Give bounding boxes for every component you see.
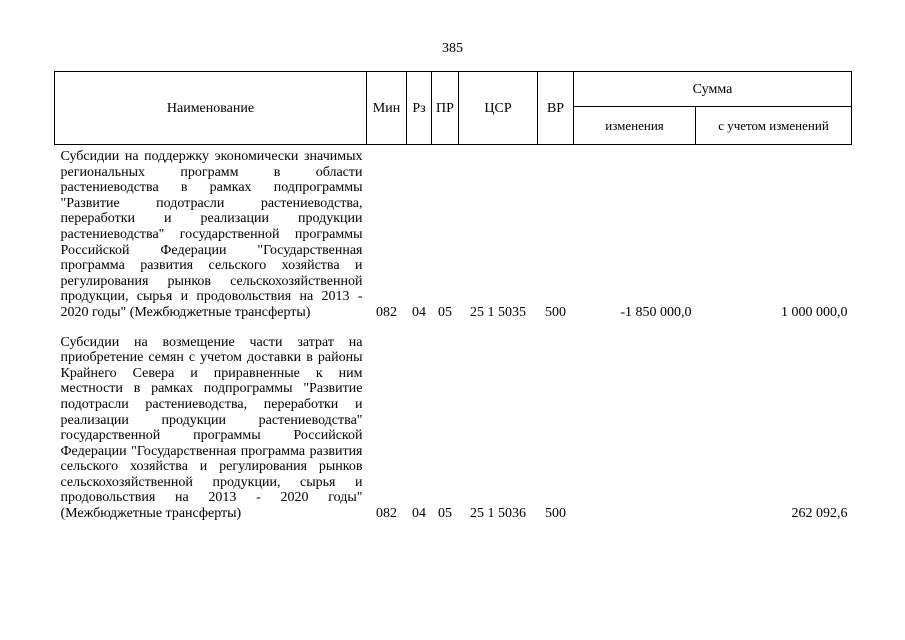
row-with-changes: 1 000 000,0 — [781, 304, 848, 320]
row-vr: 500 — [545, 304, 566, 320]
row-rz: 04 — [412, 304, 426, 320]
header-summa: Сумма — [574, 72, 852, 107]
header-csr: ЦСР — [459, 72, 538, 145]
header-vr: ВР — [538, 72, 574, 145]
row-changes — [574, 335, 696, 522]
row-csr: 25 1 5035 — [470, 304, 526, 320]
row-csr: 25 1 5036 — [470, 506, 526, 522]
row-rz: 04 — [412, 506, 426, 522]
row-min: 082 — [376, 506, 397, 522]
row-name: Субсидии на возмещение части затрат на приобретение семян с учетом доставки в районы Крайнего Севера и приравненные к ним местности в рамках подпрограммы "Развитие подотрасли растениеводства, переработки и реализации продукции растениеводства" государственной программы Российской Федерации "Государственная программа развития сельского хозяйства и регулирования рынков сельскохозяйственной продукции, сырья и продовольствия на 2013 - 2020 годы" (Межбюджетные трансферты) — [60, 334, 363, 522]
header-min: Мин — [367, 72, 407, 145]
page-number: 385 — [442, 41, 463, 56]
header-name: Наименование — [55, 72, 367, 145]
row-pr: 05 — [438, 304, 452, 320]
header-changes: изменения — [574, 107, 696, 145]
row-with-changes: 262 092,6 — [791, 506, 848, 522]
row-changes: -1 850 000,0 — [620, 304, 692, 320]
row-vr: 500 — [545, 506, 566, 522]
table-row — [55, 335, 852, 522]
row-pr: 05 — [438, 506, 452, 522]
header-pr: ПР — [432, 72, 459, 145]
row-name: Субсидии на поддержку экономически значимых региональных программ в области растениеводства в рамках подпрограммы "Развитие подотрасли растениеводства, переработки и реализации продукции растениеводства" государственной программы Российской Федерации "Государственная программа развития сельского хозяйства и регулирования рынков сельскохозяйственной продукции, сырья и продовольствия на 2013 - 2020 годы" (Межбюджетные трансферты) — [60, 149, 363, 320]
row-min: 082 — [376, 304, 397, 320]
header-with-changes: с учетом изменений — [696, 107, 852, 145]
budget-table — [54, 71, 852, 522]
header-rz: Рз — [407, 72, 432, 145]
table-row — [55, 149, 852, 321]
